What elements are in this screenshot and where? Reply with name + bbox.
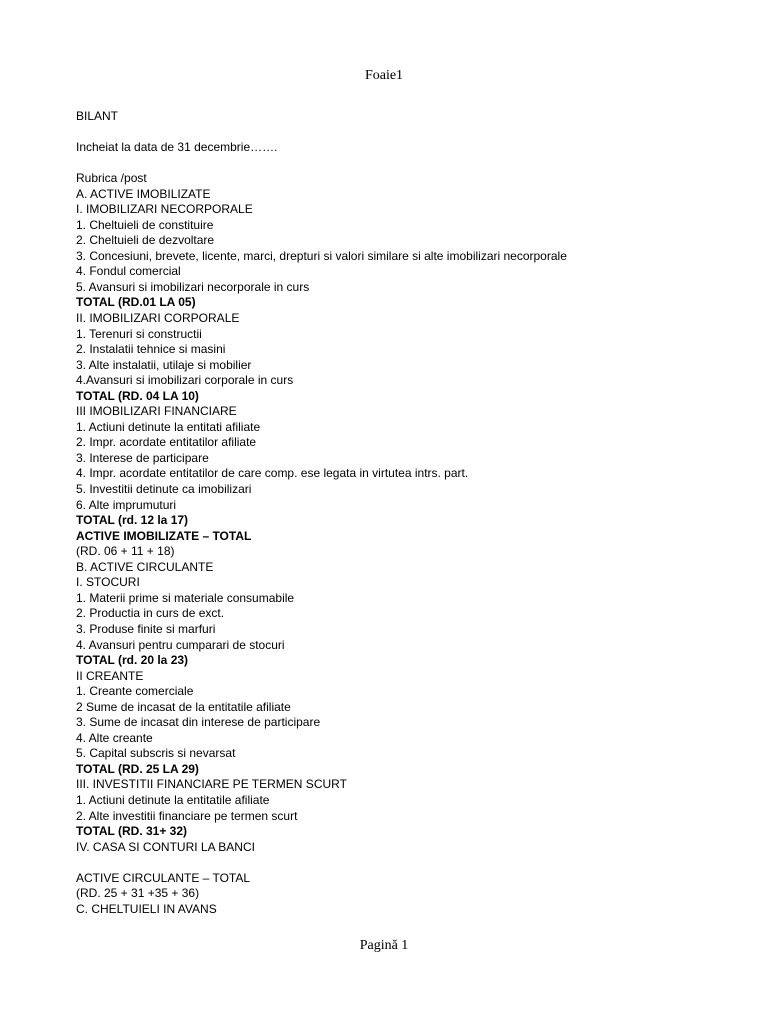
line-item: 2. Productia in curs de exct. [76, 606, 225, 621]
line-item: Rubrica /post [76, 171, 147, 185]
line-item: 2. Instalatii tehnice si masini [76, 342, 226, 357]
line-item: 4.Avansuri si imobilizari corporale in curs [76, 373, 294, 388]
line-item: 1. Actiuni detinute la entitatile afiliate [76, 793, 270, 807]
line-item: 4. Avansuri pentru cumparari de stocuri [76, 637, 285, 652]
line-item: 1. Actiuni detinute la entitati afiliate [76, 419, 261, 434]
line-item: III. INVESTITII FINANCIARE PE TERMEN SCURT [76, 777, 347, 792]
line-item: A. ACTIVE IMOBILIZATE [76, 186, 211, 201]
line-item: 5. Avansuri si imobilizari necorporale in curs [76, 279, 310, 294]
line-item: 6. Alte imprumuturi [76, 497, 177, 512]
line-item: 2 Sume de incasat de la entitatile afiliate [76, 699, 291, 714]
line-item: II CREANTE [76, 668, 144, 683]
line-item: 2. Alte investitii financiare pe termen scurt [76, 808, 298, 823]
line-item: 1. Creante comerciale [76, 684, 194, 699]
line-item: (RD. 06 + 11 + 18) [76, 544, 175, 559]
document-title: BILANT [76, 109, 119, 123]
line-item: II. IMOBILIZARI CORPORALE [76, 310, 240, 325]
line-item: C. CHELTUIELI IN AVANS [76, 901, 217, 916]
line-item: IV. CASA SI CONTURI LA BANCI [76, 839, 255, 854]
line-item: III IMOBILIZARI FINANCIARE [76, 404, 237, 419]
line-item: 1. Terenuri si constructii [76, 326, 202, 341]
total-line: TOTAL (RD.01 LA 05) [76, 295, 196, 310]
total-line: TOTAL (rd. 20 la 23) [76, 653, 189, 668]
document-subtitle: Incheiat la data de 31 decembrie……. [76, 140, 278, 154]
total-line: TOTAL (RD. 04 LA 10) [76, 388, 199, 403]
line-item: ACTIVE CIRCULANTE – TOTAL [76, 870, 251, 885]
total-line: TOTAL (RD. 25 LA 29) [76, 761, 199, 776]
line-item: B. ACTIVE CIRCULANTE [76, 559, 214, 574]
line-item: 2. Cheltuieli de dezvoltare [76, 233, 215, 248]
total-line: TOTAL (rd. 12 la 17) [76, 513, 189, 528]
line-item: 3. Concesiuni, brevete, licente, marci, drepturi si valori similare si alte imobilizari necorporale [76, 248, 567, 263]
line-item: 4. Impr. acordate entitatilor de care comp. ese legata in virtutea intrs. part. [76, 466, 469, 481]
line-item: 3. Interese de participare [76, 450, 209, 465]
line-item: 1. Cheltuieli de constituire [76, 217, 214, 232]
line-item: 2. Impr. acordate entitatilor afiliate [76, 435, 257, 450]
line-item: 1. Materii prime si materiale consumabile [76, 590, 295, 605]
line-item: 5. Investitii detinute ca imobilizari [76, 482, 252, 496]
line-item: 5. Capital subscris si nevarsat [76, 746, 236, 761]
page-footer: Pagină 1 [359, 938, 409, 953]
line-item: 3. Sume de incasat din interese de participare [76, 715, 321, 730]
page-header: Foaie1 [364, 68, 404, 83]
line-item: I. IMOBILIZARI NECORPORALE [76, 202, 253, 217]
line-item: I. STOCURI [76, 575, 140, 590]
line-item: (RD. 25 + 31 +35 + 36) [76, 886, 200, 901]
line-item: 4. Fondul comercial [76, 264, 181, 279]
line-item: 4. Alte creante [76, 730, 153, 745]
total-line: TOTAL (RD. 31+ 32) [76, 824, 188, 839]
line-item: 3. Alte instalatii, utilaje si mobilier [76, 357, 252, 372]
line-item: 3. Produse finite si marfuri [76, 621, 216, 636]
total-line: ACTIVE IMOBILIZATE – TOTAL [76, 528, 252, 543]
